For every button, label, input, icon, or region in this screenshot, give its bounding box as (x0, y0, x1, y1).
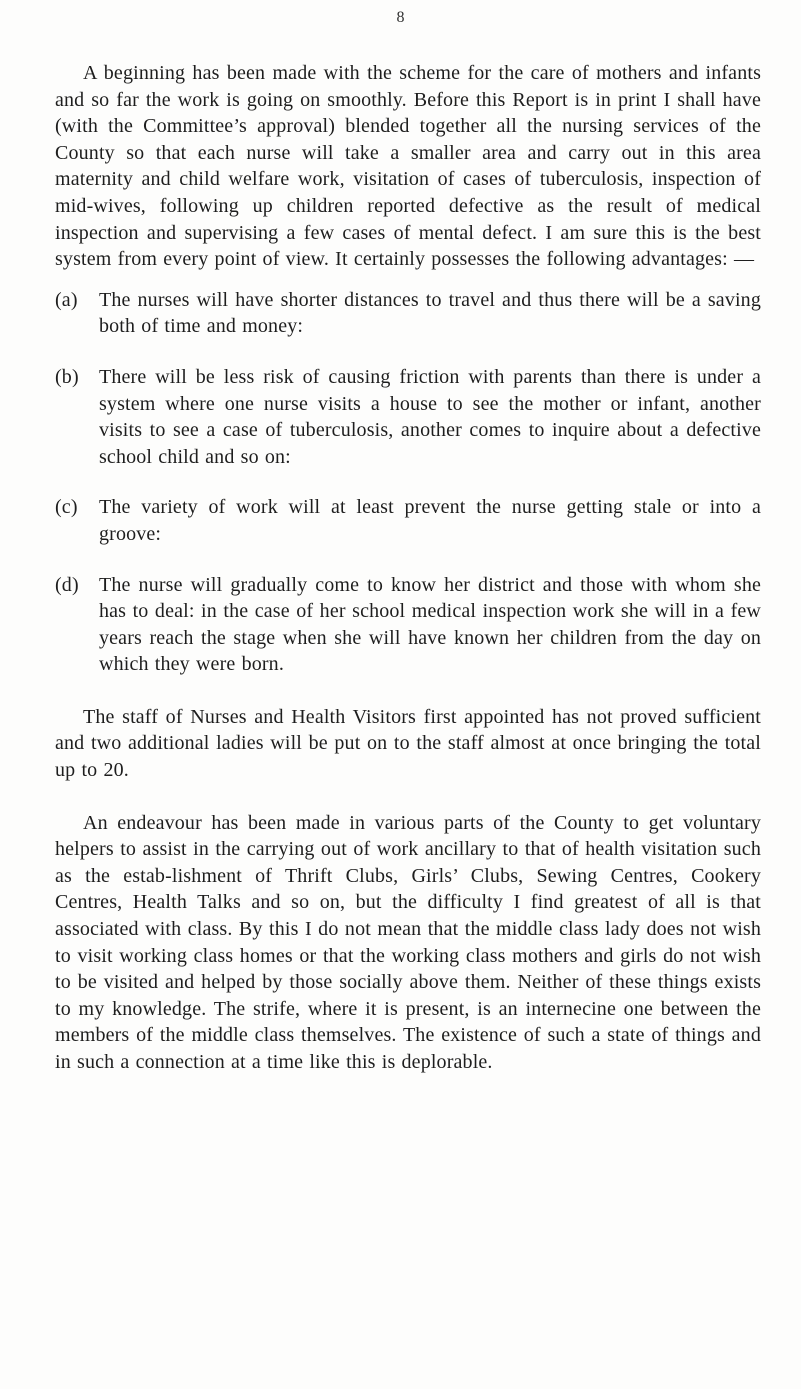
advantages-list (55, 287, 761, 678)
list-item-label: (a) (55, 288, 78, 311)
paragraph-endeavour: An endeavour has been made in various parts of the County to get voluntary helpers to assist in the carrying out of work ancillary to that of health visitation such as the estab-lishment of Thrift Clubs, Girls’ Clubs, Sewing Centres, Cookery Centres, Health Talks and so on, but the difficulty I find greatest of all is that associated with class. By this I do not mean that the middle class lady does not wish to visit working class homes or that the working class mothers and girls do not wish to be visited and helped by those socially above them. Neither of these things exists to my knowledge. The strife, where it is present, is an internecine one between the members of the middle class themselves. The existence of such a state of things and in such a connection at a time like this is deplorable. (55, 811, 761, 1073)
paragraph-staff: The staff of Nurses and Health Visitors first appointed has not proved sufficient and two additional ladies will be put on to the staff almost at once bringing the total up to 20. (55, 705, 761, 782)
list-item-label: (d) (55, 573, 79, 596)
page-number: 8 (396, 9, 405, 26)
paragraph-intro: A beginning has been made with the scheme for the care of mothers and infants and so far the work is going on smoothly. Before this Report is in print I shall have (with the Committee’s approval) blended together all the nursing services of the County so that each nurse will take a smaller area and carry out in this area maternity and child welfare work, visitation of cases of tuberculosis, inspection of mid-wives, following up children reported defective as the result of medical inspection and supervising a few cases of mental defect. I am sure this is the best system from every point of view. It certainly possesses the following advantages: — (55, 62, 761, 271)
list-item (55, 572, 761, 678)
list-item (55, 364, 761, 470)
document-body (55, 60, 761, 1076)
list-item-label: (b) (55, 365, 79, 388)
list-item (55, 287, 761, 340)
list-item-text: There will be less risk of causing friction with parents than there is under a system where one nurse visits a house to see the mother or infant, another visits to see a case of tuberculosis, another comes to inquire about a defective school child and so on: (99, 365, 761, 468)
list-item-text: The variety of work will at least prevent the nurse getting stale or into a groove: (99, 496, 761, 545)
list-item-text: The nurse will gradually come to know her district and those with whom she has to deal: in the case of her school medical inspection work she will in a few years reach the stage when she will have known her children from the day on which they were born. (99, 573, 761, 676)
list-item-label: (c) (55, 496, 78, 519)
list-item-text: The nurses will have shorter distances to travel and thus there will be a saving both of time and money: (99, 288, 761, 338)
list-item (55, 494, 761, 547)
